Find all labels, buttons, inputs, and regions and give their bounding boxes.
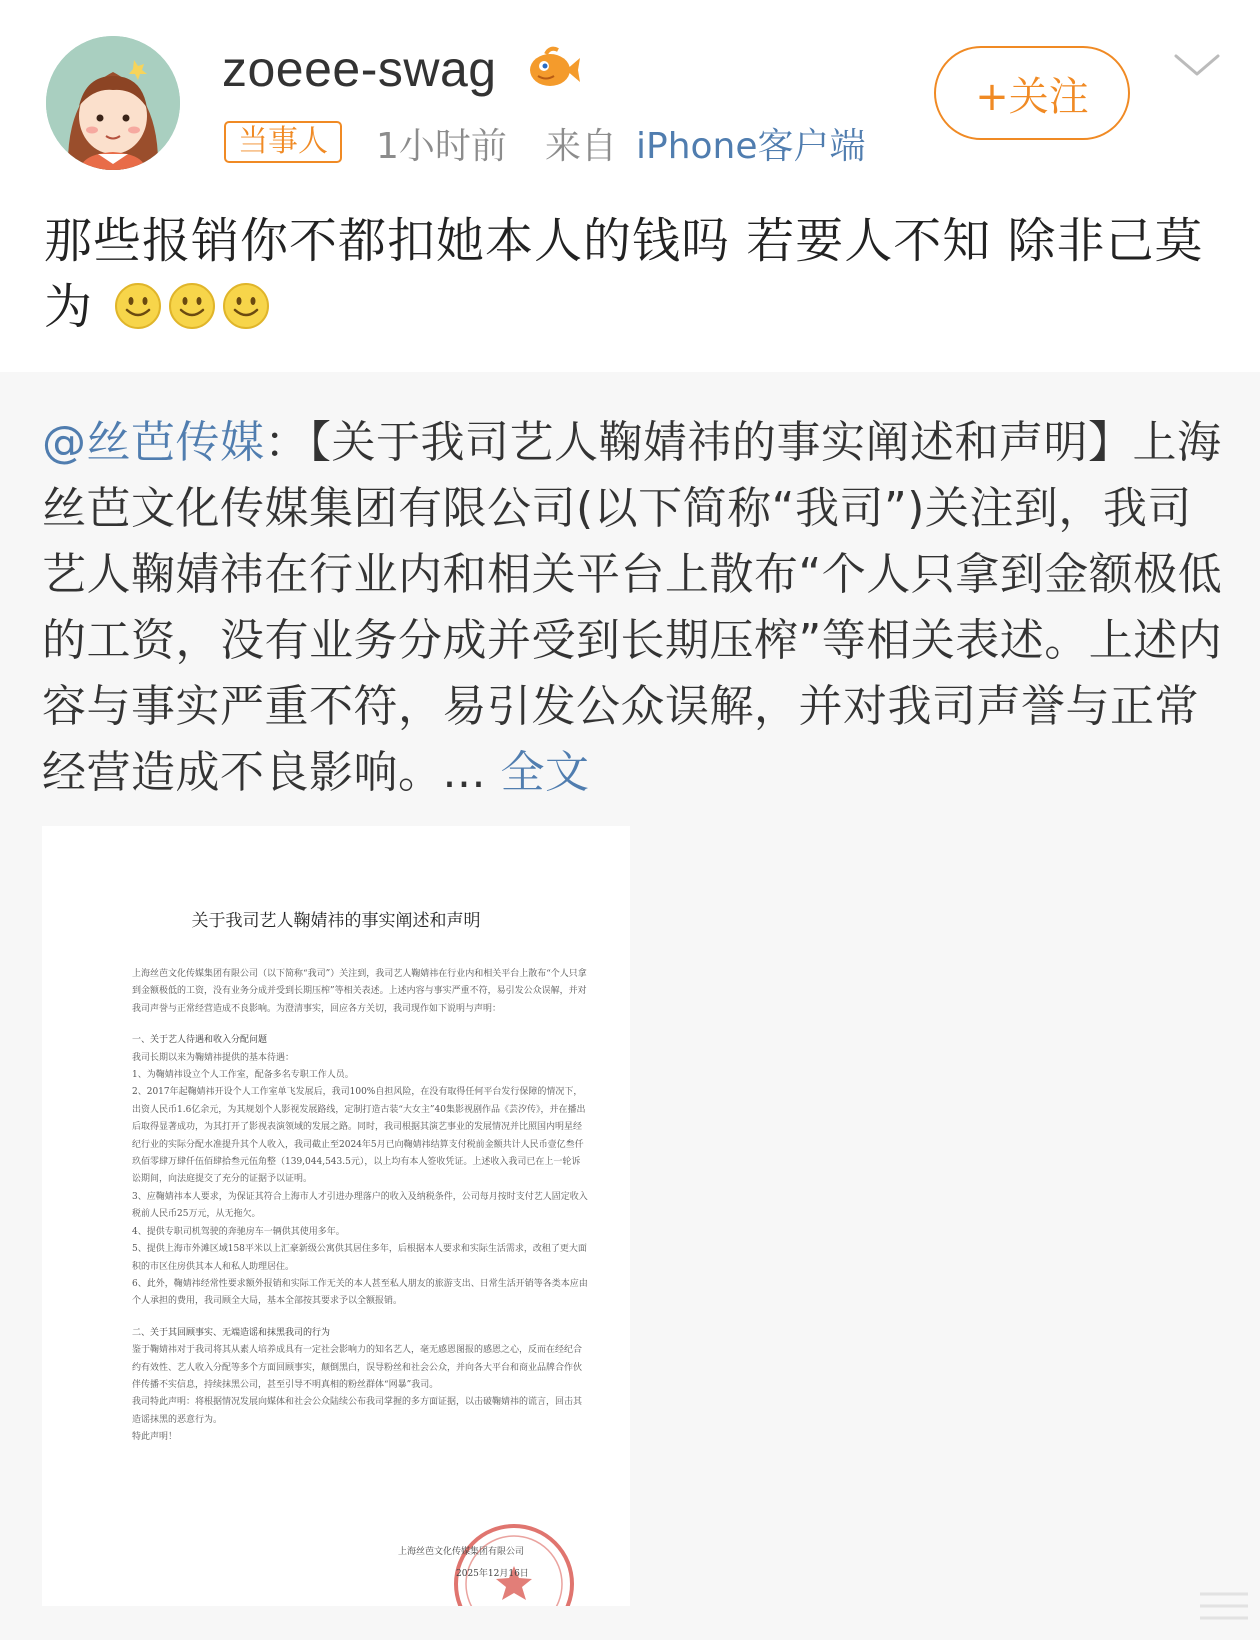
document-section2-body: 鉴于鞠婧祎对于我司将其从素人培养成具有一定社会影响力的知名艺人，毫无感恩图报的感恩之心，反而在经纪合约有效性、艺人收入分配等多个方面回顾事实，颠倒黑白，误导粉丝和社会公众，并向各大平台和商业品牌合作伙伴传播不实信息，持续抹黑公司，甚至引导不明真相的粉丝群体“网暴”我司。: [132, 1345, 583, 1390]
smile-emoji-icon: [167, 281, 217, 331]
smile-emoji-icon: [221, 281, 271, 331]
document-section2-statement: 我司特此声明：将根据情况发展向媒体和社会公众陆续公布我司掌握的多方面证据，以击破鞠婧祎的谎言，回击其造谣抹黑的恶意行为。: [132, 1397, 583, 1425]
document-item: 2、2017年起鞠婧祎开设个人工作室单飞发展后，我司100%自担风险，在没有取得任何平台发行保障的情况下，出资人民币1.6亿余元，为其规划个人影视发展路线，定制打造古装“大女主”40集影视剧作品《芸汐传》，并在播出后取得显著成功，为其打开了影视表演领域的发展之路。同时，我司根据其演艺事业的发展情况并比照国内明星经纪行业的实际分配水准提升其个人收入，我司截止至2024年5月已向鞠婧祎结算支付税前金额共计人民币壹亿叁仟玖佰零肆万肆仟伍佰肆拾叁元伍角整（139,044,543.5元），以上均有本人签收凭证。上述收入我司已在上一轮诉讼期间，向法庭提交了充分的证据予以证明。: [132, 1087, 586, 1185]
document-intro: 上海丝芭文化传媒集团有限公司（以下简称“我司”）关注到，我司艺人鞠婧祎在行业内和相关平台上散布“个人只拿到金额极低的工资，没有业务分成并受到长期压榨”等相关表述。上述内容与事实严重不符，易引发公众误解，并对我司声誉与正常经营造成不良影响。为澄清事实，回应各方关切，我司现作如下说明与声明：: [132, 969, 587, 1014]
chevron-down-icon[interactable]: [1172, 50, 1222, 80]
document-body: [132, 966, 588, 1447]
source-prefix: 来自: [545, 126, 618, 167]
company-seal-icon: [444, 1514, 584, 1606]
document-date: 2025年12月16日: [456, 1569, 529, 1579]
fulltext-link[interactable]: 全文: [500, 747, 590, 798]
document-section1-lead: 我司长期以来为鞠婧祎提供的基本待遇：: [132, 1052, 295, 1063]
username[interactable]: zoeee-swag: [222, 41, 497, 97]
reposted-content[interactable]: [0, 372, 1260, 1640]
post-text-content: 那些报销你不都扣她本人的钱吗 若要人不知 除非己莫为: [44, 213, 1204, 335]
post-text: [44, 208, 1224, 340]
repost-separator: ：: [264, 417, 309, 468]
fish-badge-icon[interactable]: [524, 44, 584, 94]
document-section1-title: 一、关于艺人待遇和收入分配问题: [132, 1035, 268, 1046]
party-tag-badge: 当事人: [224, 121, 342, 163]
avatar-illustration: [46, 36, 180, 170]
document-section2-title: 二、关于其回顾事实、无端造谣和抹黑我司的行为: [132, 1327, 331, 1338]
document-item: 5、提供上海市外滩区域158平米以上汇豪新级公寓供其居住多年，后根据本人要求和实际生活需求，改租了更大面积的市区住房供其本人和私人助理居住。: [132, 1244, 587, 1272]
document-title: 关于我司艺人鞠婧祎的事实阐述和声明: [191, 911, 481, 931]
repost-body: 【关于我司艺人鞠婧祎的事实阐述和声明】上海丝芭文化传媒集团有限公司(以下简称“我司”)关注到，我司艺人鞠婧祎在行业内和相关平台上散布“个人只拿到金额极低的工资，没有业务分成并受到长期压榨”等相关表述。上述内容与事实严重不符，易引发公众误解，并对我司声誉与正常经营造成不良影响。...: [42, 417, 1223, 798]
follow-button[interactable]: +关注: [934, 46, 1130, 140]
post-card: [0, 0, 1260, 372]
more-icon[interactable]: [1196, 1588, 1252, 1624]
document-item: 1、为鞠婧祎设立个人工作室，配备多名专职工作人员。: [132, 1070, 354, 1081]
document-item: 4、提供专职司机驾驶的奔驰房车一辆供其使用多年。: [132, 1226, 345, 1237]
document-closing: 特此声明！: [132, 1432, 178, 1443]
smile-emoji-icon: [113, 281, 163, 331]
document-item: 6、此外，鞠婧祎经常性要求额外报销和实际工作无关的本人甚至私人朋友的旅游支出、日常生活开销等各类本应由个人承担的费用，我司顾全大局，基本全部按其要求予以全额报销。: [132, 1278, 588, 1307]
document-signature: 上海丝芭文化传媒集团有限公司: [398, 1547, 525, 1557]
statement-document-image[interactable]: [42, 826, 630, 1606]
repost-text: [42, 410, 1232, 806]
mention-link[interactable]: @丝芭传媒: [42, 417, 265, 468]
document-item: 3、应鞠婧祎本人要求，为保证其符合上海市人才引进办理落户的收入及纳税条件，公司每月按时支付艺人固定收入税前人民币25万元，从无拖欠。: [132, 1191, 588, 1220]
user-avatar[interactable]: [46, 36, 180, 170]
source-device-link[interactable]: iPhone客户端: [636, 126, 866, 167]
post-time: 1小时前: [376, 126, 507, 167]
